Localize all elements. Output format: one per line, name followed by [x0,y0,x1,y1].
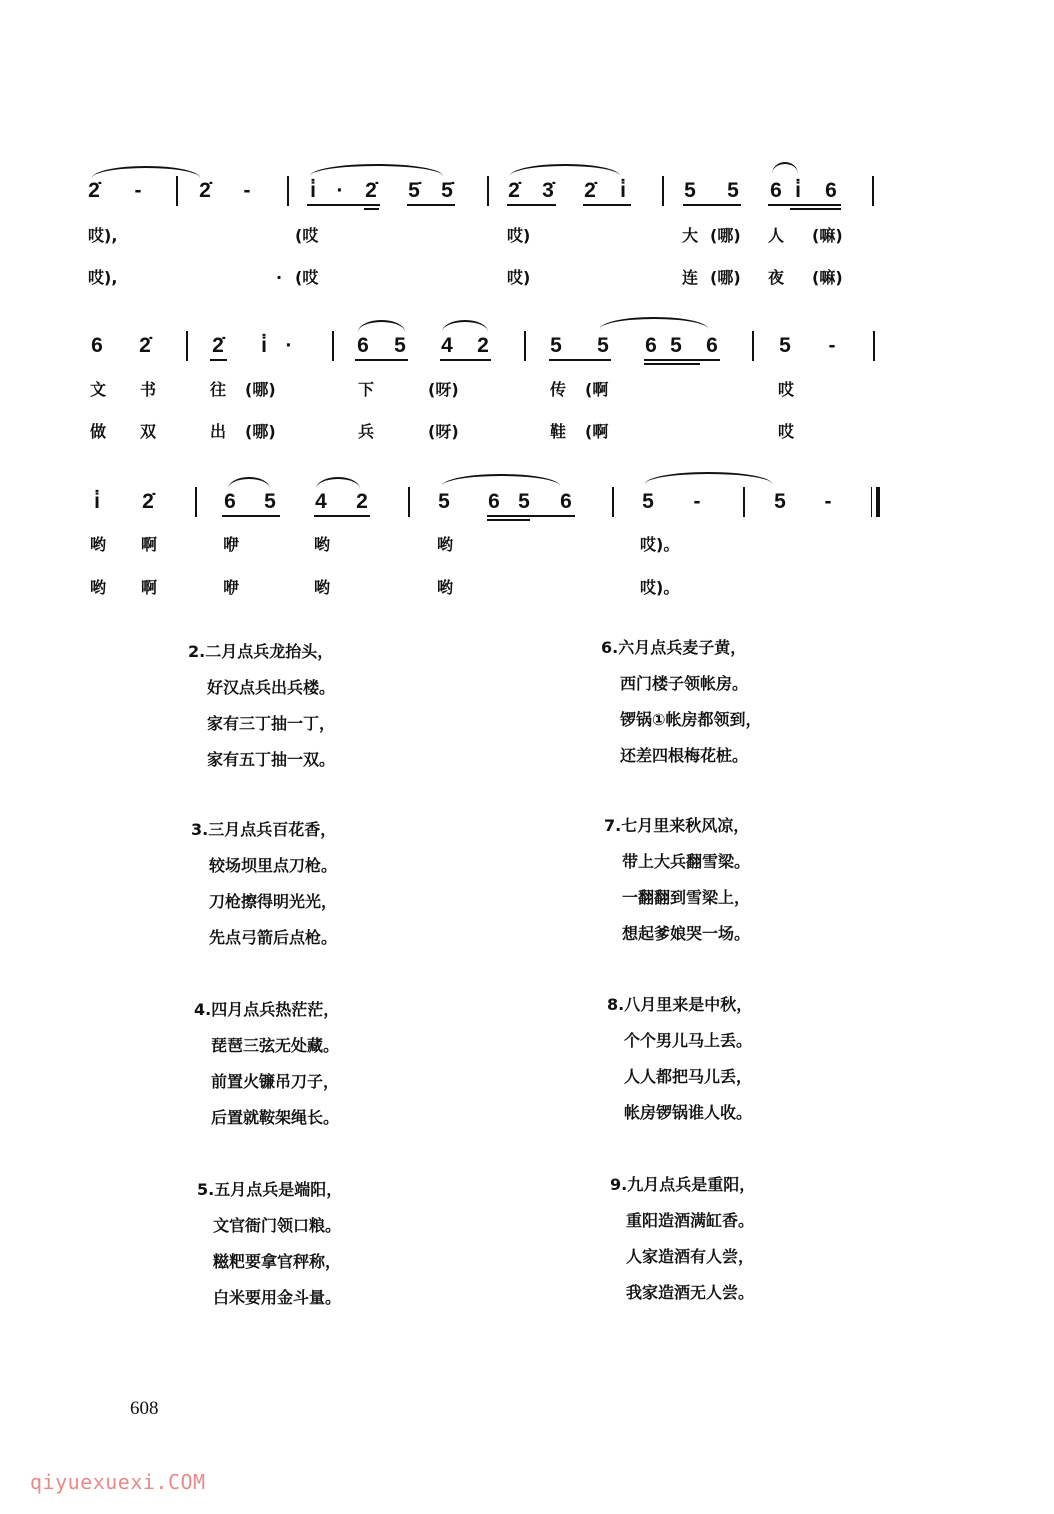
underline [790,208,841,210]
lyric: 下 [358,380,375,399]
note: 6 [357,334,369,357]
note: 2̇ [142,490,154,513]
dash-note: - [693,490,701,513]
slur [358,320,405,332]
barline [487,176,489,206]
barline [186,331,188,361]
verse-line: 帐房锣锅谁人收。 [624,1103,753,1122]
underline [314,515,370,517]
verse-line: 人人都把马儿丢， [624,1067,753,1086]
barline [662,176,664,206]
verse-line: 一翻翻到雪梁上， [622,888,751,907]
lyric: 哟 [90,578,107,597]
page-number: 608 [130,1398,159,1419]
barline [408,487,410,517]
note: 5 [670,334,682,357]
verse-line: 文官衙门领口粮。 [213,1216,342,1235]
verse-line: 想起爹娘哭一场。 [622,924,751,943]
lyric: (嘛) [812,226,843,245]
lyric: 哟 [314,578,331,597]
note: 6 [488,490,500,513]
slur [510,164,620,176]
lyric: 书 [140,380,157,399]
barline [743,487,745,517]
verse-line: 带上大兵翻雪梁。 [622,852,751,871]
barline [195,487,197,517]
note: 3̇ [542,179,554,202]
note: 2̇ [199,179,211,202]
note: 2̇ [508,179,520,202]
lyric: · [276,268,283,287]
lyric: 文 [90,380,107,399]
lyric: 哟 [437,578,454,597]
note: 5 [597,334,609,357]
note: 6 [770,179,782,202]
note: i̇ [261,334,267,357]
lyric: (哪) [245,422,276,441]
verse-line: 较场坝里点刀枪。 [209,856,338,875]
underline [307,204,380,206]
dash-note: - [828,334,836,357]
slur [772,162,798,174]
lyric: 哎) [507,268,531,287]
verse-line: 6.六月点兵麦子黄， [601,638,747,657]
dot-note: · [336,179,344,202]
note: 6 [560,490,572,513]
lyric: (哪) [710,268,741,287]
slur [600,317,708,329]
verse-line: 白米要用金斗量。 [213,1288,342,1307]
note: 5 [727,179,739,202]
dash-note: - [824,490,832,513]
lyric: (啊 [585,380,609,399]
verse-line: 重阳造酒满缸香。 [626,1211,755,1230]
underline [222,515,280,517]
lyric: 哎 [778,422,795,441]
lyric: 夜 [768,268,785,287]
note: 2̇ [139,334,151,357]
note: 2̇ [584,179,596,202]
note: i̇ [795,179,801,202]
verse-line: 我家造酒无人尝。 [626,1283,755,1302]
barline [612,487,614,517]
lyric: (哎 [295,268,319,287]
lyric: 哎), [88,268,118,287]
lyric: 双 [140,422,157,441]
note: i̇ [94,490,100,513]
lyric: 咿 [223,578,240,597]
lyric: 鞋 [550,422,567,441]
underline [355,359,408,361]
barline [873,331,875,361]
lyric: 连 [682,268,699,287]
lyric: (呀) [428,422,459,441]
slur [442,474,560,486]
slur [316,477,360,489]
slur [228,477,270,489]
lyric: 哎) [507,226,531,245]
lyric: 往 [210,380,227,399]
lyric: 哎)。 [640,535,680,554]
slur [310,164,443,176]
dash-note: - [134,179,142,202]
lyric: 哟 [437,535,454,554]
lyric: 传 [550,380,567,399]
watermark: qiyuexuexi.COM [30,1470,206,1494]
note: 6 [91,334,103,357]
lyric: 哎 [778,380,795,399]
barline [287,176,289,206]
note: 5̇ [408,179,420,202]
underline [210,359,227,361]
barline [872,176,874,206]
verse-line: 刀枪擦得明光光， [209,892,338,911]
underline [768,204,841,206]
verse-line: 7.七月里来秋风凉， [604,816,750,835]
note: 5 [550,334,562,357]
barline [332,331,334,361]
underline [487,515,575,517]
note: 6 [645,334,657,357]
verse-line: 家有三丁抽一丁， [207,714,336,733]
note: 6 [224,490,236,513]
note: 4 [441,334,453,357]
dash-note: - [243,179,251,202]
lyric: (嘛) [812,268,843,287]
slur [645,472,772,484]
underline [583,204,631,206]
verse-line: 个个男儿马上丢。 [624,1031,753,1050]
verse-line: 4.四月点兵热茫茫， [194,1000,340,1019]
note: 5 [779,334,791,357]
note: 5 [518,490,530,513]
lyric: (呀) [428,380,459,399]
verse-line: 还差四根梅花桩。 [620,746,749,765]
slur [92,166,200,178]
note: 5 [642,490,654,513]
lyric: 哎)。 [640,578,680,597]
verse-line: 前置火镰吊刀子， [211,1072,340,1091]
verse-line: 8.八月里来是中秋， [607,995,753,1014]
note: 2̇ [88,179,100,202]
note: 5 [774,490,786,513]
verse-line: 人家造酒有人尝， [626,1247,755,1266]
verse-line: 后置就鞍架绳长。 [211,1108,340,1127]
underline [644,359,720,361]
barline [176,176,178,206]
note: i̇ [310,179,316,202]
lyric: 啊 [141,578,158,597]
verse-line: 9.九月点兵是重阳， [610,1175,756,1194]
note: 2̇ [365,179,377,202]
verse-line: 西门楼子领帐房。 [620,674,749,693]
lyric: 人 [768,226,785,245]
underline [644,363,700,365]
note: 4 [315,490,327,513]
underline [507,204,556,206]
verse-line: 锣锅①帐房都领到， [620,710,762,729]
underline [683,204,741,206]
verse-line: 好汉点兵出兵楼。 [207,678,336,697]
underline [364,208,379,210]
lyric: (啊 [585,422,609,441]
lyric: 做 [90,422,107,441]
lyric: 兵 [358,422,375,441]
note: 5̇ [441,179,453,202]
note: 5 [264,490,276,513]
lyric: 哟 [90,535,107,554]
barline [752,331,754,361]
lyric: 啊 [141,535,158,554]
dot-note: · [285,334,293,357]
lyric: 出 [210,422,227,441]
verse-line: 5.五月点兵是端阳， [197,1180,343,1199]
underline [440,359,491,361]
note: i̇ [620,179,626,202]
lyric: 哎), [88,226,118,245]
lyric: (哪) [710,226,741,245]
note: 2̇ [212,334,224,357]
note: 2 [477,334,489,357]
lyric: (哎 [295,226,319,245]
note: 5 [438,490,450,513]
verse-line: 3.三月点兵百花香， [191,820,337,839]
note: 5 [394,334,406,357]
underline [487,519,530,521]
barline [524,331,526,361]
underline [549,359,611,361]
lyric: (哪) [245,380,276,399]
note: 6 [706,334,718,357]
lyric: 咿 [223,535,240,554]
note: 5 [684,179,696,202]
verse-line: 琵琶三弦无处藏。 [211,1036,340,1055]
note: 2 [356,490,368,513]
slur [442,320,488,332]
final-barline-thick [876,487,880,517]
note: 6 [825,179,837,202]
lyric: 哟 [314,535,331,554]
verse-line: 2.二月点兵龙抬头， [188,642,334,661]
verse-line: 糍粑要拿官秤称， [213,1252,342,1271]
verse-line: 先点弓箭后点枪。 [209,928,338,947]
verse-line: 家有五丁抽一双。 [207,750,336,769]
underline [407,204,455,206]
lyric: 大 [682,226,699,245]
final-barline [871,487,872,517]
